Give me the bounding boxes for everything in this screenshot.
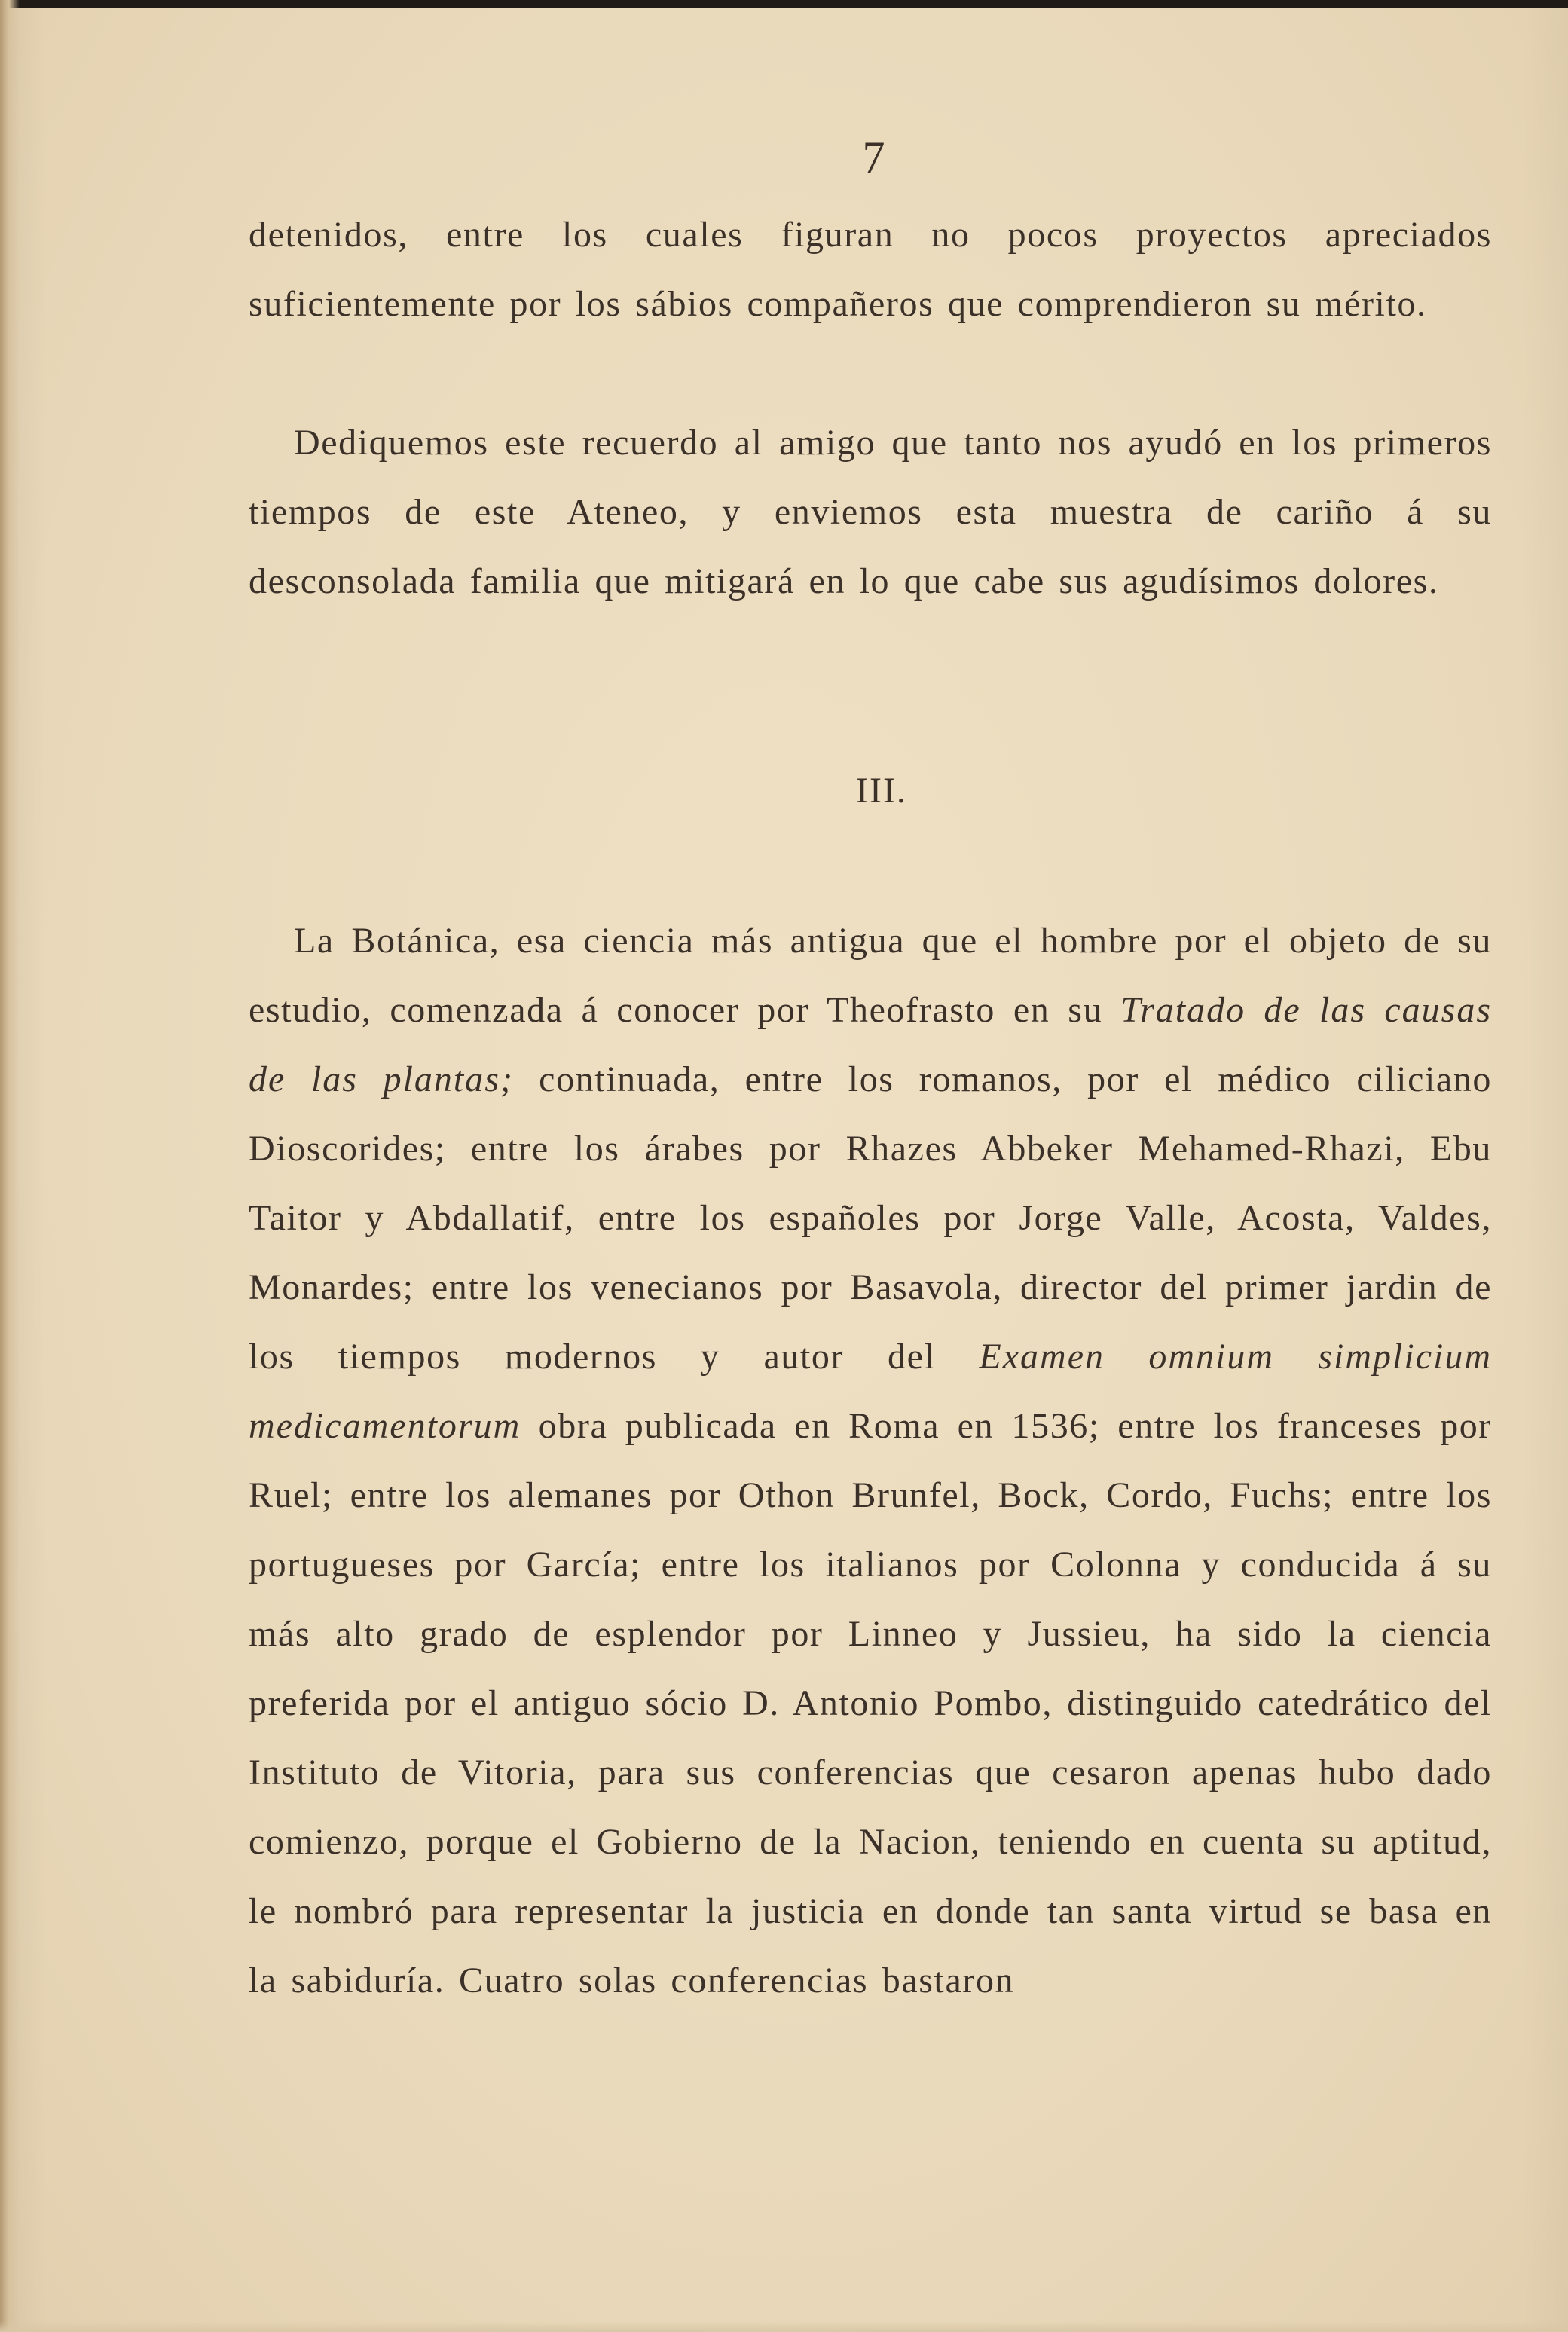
text-segment: La Botánica, esa ciencia más antigua que el hombre por el objeto de su estudio, comenzada á conocer por Theofrasto en su: [249, 921, 1492, 1030]
section-heading: III.: [856, 771, 907, 811]
text-segment: continuada, entre los romanos, por el médico ciliciano Dioscorides; entre los árabes por Rhazes Abbeker Mehamed-Rhazi, Ebu Taitor y Abdallatif, entre los españoles por Jorge Valle, Acosta, Valdes, Monardes; entre los venecianos por Basavola, director del primer jardin de los tiempos modernos y autor del: [249, 1059, 1493, 1377]
paragraph-continuation: [249, 200, 1492, 339]
text-segment: obra publicada en Roma en 1536; entre los franceses por Ruel; entre los alemanes por Othon Brunfel, Bock, Cordo, Fuchs; entre los portugueses por García; entre los italianos por Colonna y conducida á su más alto grado de esplendor por Linneo y Jussieu, ha sido la ciencia preferida por el antiguo sócio D. Antonio Pombo, distinguido catedrático del Instituto de Vitoria, para sus conferencias que cesaron apenas hubo dado comienzo, porque el Gobierno de la Nacion, teniendo en cuenta su aptitud, le nombró para representar la justicia en donde tan santa virtud se basa en la sabiduría. Cuatro solas conferencias bastaron: [249, 1406, 1492, 2000]
paragraph-botanica: [249, 906, 1492, 2016]
bottom-edge: [0, 2321, 1568, 2332]
paragraph-text: Dediquemos este recuerdo al amigo que tanto nos ayudó en los primeros tiempos de este Ateneo, y enviemos esta muestra de cariño á su desconsolada familia que mitigará en lo que cabe sus agudísimos dolores.: [249, 423, 1492, 601]
italic-title: Examen omnium simplicium medicamentorum: [249, 1337, 1492, 1446]
top-edge-rule: [0, 0, 1568, 8]
paragraph-text: [249, 906, 1492, 2016]
paragraph-text: detenidos, entre los cuales figuran no pocos proyectos apreciados suficientemente por los sábios compañeros que comprendieron su mérito.: [249, 215, 1492, 324]
binding-edge: [0, 0, 20, 2332]
italic-title: Tratado de las causas de las plantas;: [249, 990, 1493, 1099]
page-number: 7: [862, 133, 886, 182]
paragraph-dedication: [249, 408, 1492, 616]
